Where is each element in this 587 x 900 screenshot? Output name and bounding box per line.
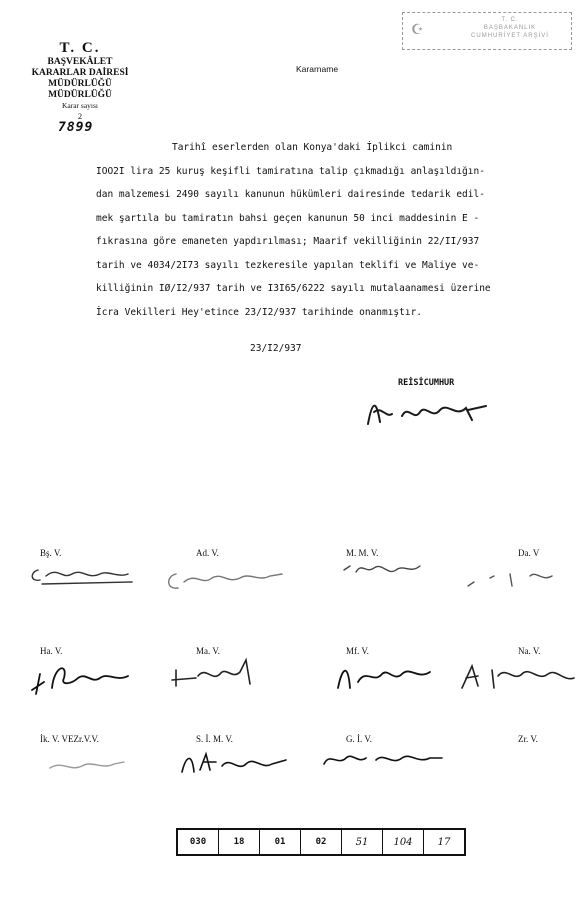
letterhead	[0, 40, 160, 121]
letterhead-tc: T. C.	[59, 40, 101, 56]
document-title: Kararname	[296, 64, 339, 74]
crescent-star-icon: ☪	[411, 22, 424, 38]
archive-cell: 01	[260, 830, 301, 854]
minister-label: Da. V	[518, 548, 540, 558]
minister-label: Mf. V.	[346, 646, 369, 656]
decree-body	[96, 136, 536, 324]
minister-label: Bş. V.	[40, 548, 62, 558]
signature	[318, 746, 448, 772]
minister-label: İk. V. VEZr.V.V.	[40, 734, 99, 744]
body-line: IOO2I lira 25 kuruş keşifli tamiratına talip çıkmadığı anlaşıldığın-	[96, 165, 485, 177]
body-line: İcra Vekilleri Hey'etince 23/I2/937 tarihinde onanmıştır.	[96, 306, 423, 318]
letterhead-department: KARARLAR DAİRESİ MÜDÜRLÜĞÜ	[31, 68, 129, 89]
minister-label: M. M. V.	[346, 548, 379, 558]
stamp-line-1: T. C.	[501, 17, 519, 23]
archive-stamp	[402, 12, 572, 50]
letterhead-office: BAŞVEKÂLET	[47, 57, 113, 67]
minister-label: S. İ. M. V.	[196, 734, 233, 744]
archive-reference-box	[176, 828, 466, 856]
president-title: REİSİCUMHUR	[398, 378, 455, 388]
body-line: dan malzemesi 2490 sayılı kanunun hükümleri dairesinde tedarik edil-	[96, 189, 485, 200]
body-line: Tarihî eserlerden olan Konya'daki İplikci caminin	[172, 142, 453, 153]
stamp-text	[451, 16, 569, 40]
minister-label: Ha. V.	[40, 646, 63, 656]
signature	[330, 654, 440, 694]
stamp-line-3: CUMHURİYET ARŞİVİ	[471, 33, 549, 39]
minister-label: Ad. V.	[196, 548, 219, 558]
minister-label: Na. V.	[518, 646, 541, 656]
signature	[336, 556, 436, 584]
signature	[176, 746, 296, 778]
minister-label: Ma. V.	[196, 646, 220, 656]
signature	[166, 656, 266, 692]
signature	[456, 656, 580, 696]
body-line: mek şartıla bu tamiratın bahsi geçen kanunun 50 inci maddesinin E -	[96, 212, 480, 224]
signature	[162, 564, 292, 594]
decree-date: 23/I2/937	[250, 343, 302, 354]
archive-cell: 030	[178, 830, 219, 854]
body-line: fıkrasına göre emaneten yapdırılması; Maarif vekilliğinin 22/II/937	[96, 236, 480, 247]
body-line: tarih ve 4034/2I73 sayılı tezkeresile yapılan teklifi ve Maliye ve-	[96, 259, 480, 271]
decision-number: 2	[77, 111, 83, 121]
signature	[42, 752, 132, 776]
signature	[28, 562, 138, 588]
stamp-line-2: BAŞBAKANLIK	[483, 25, 537, 31]
archive-cell: 51	[342, 830, 383, 854]
minister-label: G. İ. V.	[346, 734, 372, 744]
signature	[28, 656, 138, 696]
letterhead-sub: MÜDÜRLÜĞÜ	[48, 90, 112, 100]
archive-cell: 02	[301, 830, 342, 854]
president-signature	[362, 392, 502, 432]
decision-label: Karar sayısı	[61, 101, 99, 110]
minister-label: Zr. V.	[518, 734, 538, 744]
archive-cell: 18	[219, 830, 260, 854]
reference-number: 7899	[58, 120, 94, 135]
body-line: killiğinin IØ/I2/937 tarih ve I3I65/6222 sayılı mutalaanamesi üzerine	[96, 283, 491, 294]
signature	[462, 566, 562, 592]
archive-cell: 104	[383, 830, 424, 854]
archive-cell: 17	[437, 836, 451, 848]
